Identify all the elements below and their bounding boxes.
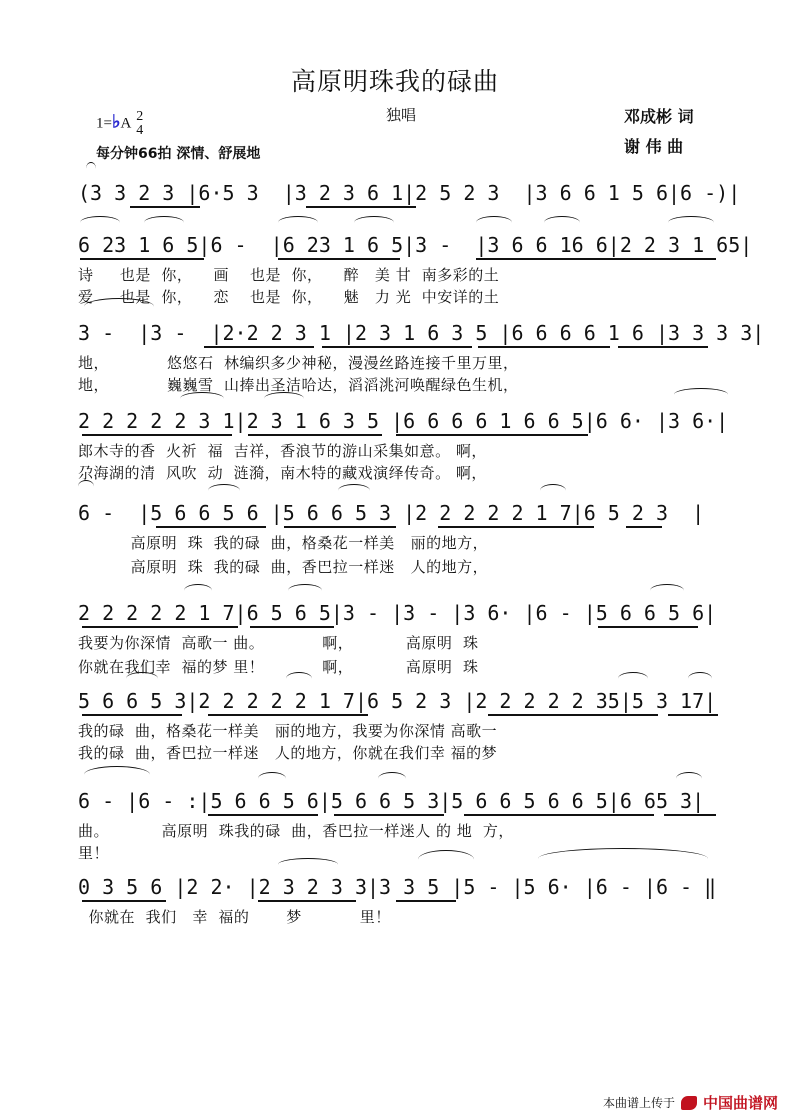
slur [674, 388, 728, 401]
time-bottom: 4 [136, 123, 144, 138]
lyric-verse-1: 我的碌 曲，格桑花一样美 丽的地方，我要为你深情 高歌一 [78, 722, 498, 740]
slur [264, 392, 304, 405]
lyric-verse-2: 你就在我们幸 福的梦 里！ 啊， 高原明 珠 [78, 658, 479, 676]
notes-line: 6 - |6 - :|5 6 6 5 6|5 6 6 5 3|5 6 6 5 6 6 5|6 65 3| [78, 789, 705, 813]
beam [208, 814, 318, 816]
lyric-verse-1: 我要为你深情 高歌一 曲。 啊， 高原明 珠 [78, 634, 479, 652]
slur [126, 672, 158, 685]
beam [156, 526, 266, 528]
beam [598, 626, 698, 628]
beam [322, 346, 472, 348]
notes-line: (3 3 2 3 |6·5 3 |3 2 3 6 1|2 5 2 3 |3 6 6 1 5 6|6 -)| [78, 181, 741, 205]
beam [464, 814, 654, 816]
score-row-2 [78, 230, 753, 260]
time-top: 2 [136, 109, 144, 124]
slur [78, 480, 94, 493]
composer-credit: 谢 伟 曲 [624, 137, 684, 156]
beam [334, 814, 444, 816]
beam [438, 526, 594, 528]
slur [618, 672, 648, 685]
slur [668, 216, 714, 229]
slur [258, 772, 286, 785]
beam [396, 434, 588, 436]
notes-line: 6 - |5 6 6 5 6 |5 6 6 5 3 |2 2 2 2 2 1 7|6 5 2 3 | [78, 501, 705, 525]
slur [354, 216, 394, 229]
slur [286, 672, 312, 685]
beam [306, 206, 416, 208]
song-title: 高原明珠我的碌曲 [290, 67, 499, 96]
lyric-verse-2: 爱 也是 你， 恋 也是 你， 魅 力 光 中安详的土 [78, 288, 500, 306]
beam [248, 434, 382, 436]
slur [144, 216, 184, 229]
slur [544, 216, 580, 229]
beam [82, 900, 166, 902]
slur [278, 216, 318, 229]
site-logo[interactable]: 中国曲谱网 [702, 1094, 778, 1112]
lyric-verse-1: 地， 悠悠石 林编织多少神秘，漫漫丝路连接千里万里， [78, 354, 519, 372]
beam [204, 346, 314, 348]
lyric-verse-1: 你就在 我们 幸 福的 梦 里！ [78, 908, 391, 926]
score-row-9 [78, 872, 728, 902]
lyric-verse-2: 地， 巍巍雪 山捧出圣洁哈达，滔滔洮河唤醒绿色生机， [78, 376, 519, 394]
lyric-verse-1: 诗 也是 你， 画 也是 你， 醉 美 甘 南多彩的土 [78, 266, 500, 284]
beam [668, 714, 718, 716]
lyric-verse-2: 里！ [78, 844, 110, 862]
score-row-1 [78, 178, 741, 208]
beam [284, 526, 396, 528]
slur [650, 584, 684, 597]
slur [208, 484, 240, 497]
beam [488, 714, 658, 716]
lyric-verse-1: 曲。 高原明 珠我的碌 曲，香巴拉一样迷人 的 地 方， [78, 822, 514, 840]
tie [84, 298, 154, 315]
key-prefix: 1= [96, 115, 112, 132]
footer [603, 1092, 778, 1113]
beam [396, 900, 456, 902]
key-letter: A [120, 115, 131, 132]
notes-line: 5 6 6 5 3|2 2 2 2 2 1 7|6 5 2 3 |2 2 2 2 2 35|5 3 17| [78, 689, 717, 713]
lyric-verse-1: 高原明 珠 我的碌 曲，格桑花一样美 丽的地方， [78, 534, 489, 552]
score-row-3 [78, 318, 765, 348]
lyric-verse-2: 高原明 珠 我的碌 曲，香巴拉一样迷 人的地方， [78, 558, 489, 576]
score-row-8 [78, 786, 728, 816]
lyricist-credit: 邓成彬 词 [624, 107, 694, 126]
notes-line: 3 - |3 - |2·2 2 3 1 |2 3 1 6 3 5 |6 6 6 6 1 6 |3 3 3 3| [78, 321, 765, 345]
score-row-7 [78, 686, 728, 716]
performance-mode: 独唱 [386, 106, 417, 124]
time-signature [136, 110, 143, 138]
beam [82, 434, 232, 436]
beam [618, 346, 708, 348]
slur [476, 216, 512, 229]
slur [338, 484, 370, 497]
slur [676, 772, 702, 785]
score-row-6 [78, 598, 728, 628]
slur [180, 392, 224, 405]
lyric-verse-2: 尕海湖的清 风吹 动 涟漪，南木特的藏戏演绎传奇。 啊， [78, 464, 487, 482]
slur [378, 772, 406, 785]
beam [82, 626, 238, 628]
beam [626, 526, 662, 528]
tie [84, 766, 150, 783]
beam [478, 346, 610, 348]
site-logo-icon [681, 1096, 697, 1110]
lyric-verse-1: 郎木寺的香 火祈 福 吉祥，香浪节的游山采集如意。 啊， [78, 442, 487, 460]
slur [184, 584, 212, 597]
score-row-5 [78, 498, 728, 528]
slur [278, 858, 338, 871]
beam [278, 258, 400, 260]
score-row-4 [78, 406, 728, 436]
slur [418, 850, 474, 869]
tempo-marking: 每分钟66拍 深情、舒展地 [96, 146, 261, 162]
beam [130, 206, 200, 208]
grace-slur [86, 162, 96, 175]
slur [538, 848, 708, 869]
notes-line: 2 2 2 2 2 3 1|2 3 1 6 3 5 |6 6 6 6 1 6 6 5|6 6· |3 6·| [78, 409, 729, 433]
key-signature [96, 110, 143, 138]
slur [688, 672, 712, 685]
lyric-verse-2: 我的碌 曲，香巴拉一样迷 人的地方，你就在我们幸 福的梦 [78, 744, 498, 762]
beam [664, 814, 716, 816]
beam [258, 900, 356, 902]
slur [288, 584, 322, 597]
notes-line: 2 2 2 2 2 1 7|6 5 6 5|3 - |3 - |3 6· |6 - |5 6 6 5 6| [78, 601, 717, 625]
beam [82, 714, 182, 716]
flat-icon: ♭ [111, 111, 121, 132]
notes-line: 6 23 1 6 5|6 - |6 23 1 6 5|3 - |3 6 6 16 6|2 2 3 1 65| [78, 233, 753, 257]
beam [80, 258, 204, 260]
beam [250, 626, 334, 628]
slur [80, 216, 120, 229]
beam [476, 258, 716, 260]
slur [540, 484, 566, 497]
notes-line: 0 3 5 6 |2 2· |2 3 2 3 3|3 3 5 |5 - |5 6· |6 - |6 - ‖ [78, 875, 717, 899]
beam [208, 714, 368, 716]
footer-text: 本曲谱上传于 [602, 1096, 675, 1110]
